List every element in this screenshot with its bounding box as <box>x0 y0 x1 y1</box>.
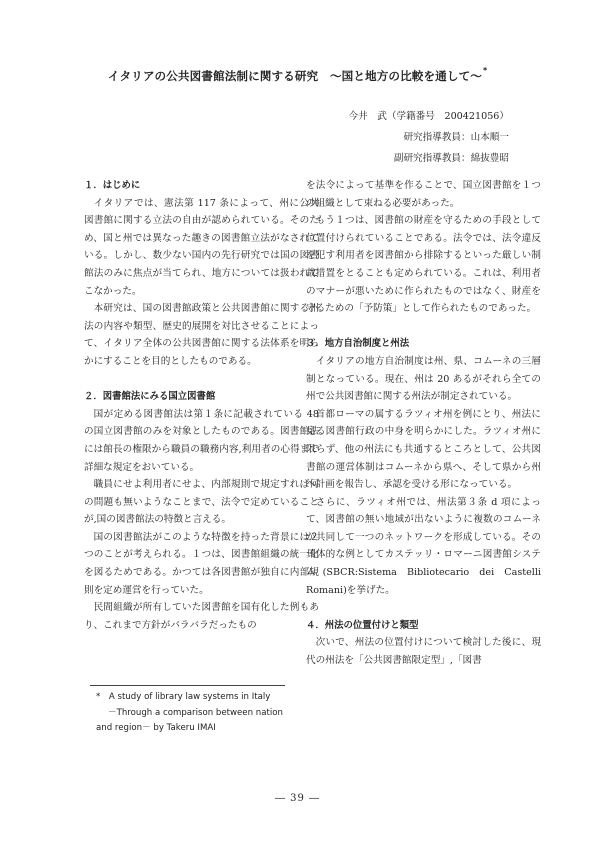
section-2-paragraph-4: 民間組織が所有していた図書館を国有化した例もあり、これまで方針がバラバラだったもの <box>84 602 319 631</box>
footnote <box>96 690 296 737</box>
left-column <box>84 177 319 634</box>
sub-advisor-line: 副研究指導教員：綿抜豊昭 <box>393 153 509 164</box>
section-1-heading: １．はじめに <box>84 180 141 191</box>
section-2-paragraph-1: 国が定める図書館法は第１条に記載されている 48 の国立図書館のみを対象としたものである。図書館法には館長の権限から職員の職務内容,利用者の心得まで詳細な規定をおいている。 <box>84 408 319 473</box>
footnote-line-2: －Through a comparison between nation <box>108 707 283 718</box>
footnote-divider <box>90 685 285 686</box>
section-4-paragraph-1: 次いで、州法の位置付けについて検討した後に、現代の州法を「公共図書館限定型」,「図書 <box>306 637 541 667</box>
page-number: ― 39 ― <box>274 793 321 804</box>
footnote-line-3: and region－ by Takeru IMAI <box>96 723 216 733</box>
section-3-paragraph-3: さらに、ラツィオ州では、州法第３条 d 項によって、図書館の無い地域が出ないように複数のコムーネが共同して一つのネットワークを形成している。その具体的な例としてカステッリ・ロマーニ図書館システム(SBCR:Sistema Bibliotecario dei Castelli Romani)を挙げた。 <box>306 496 541 596</box>
section-3-paragraph-2: 首都ローマの属するラツィオ州を例にとり、州法に見る図書館行政の中身を明らかにした。ラツィオ州に限らず、他の州法にも共通するところとして、公共図書館の運営体制はコムーネから県へ、そして県から州へ計画を報告し、承認を受ける形になっている。 <box>306 408 541 491</box>
section-1-paragraph-2: 本研究は、国の図書館政策と公共図書館に関する州法の内容や類型、歴史的展開を対比させることによって、イタリア全体の公共図書館に関する法体系を明らかにすることを目的としたものである。 <box>84 303 319 367</box>
section-3-heading: ３．地方自治制度と州法 <box>306 338 410 350</box>
section-4-heading: ４．州法の位置付けと類型 <box>306 619 419 631</box>
paper-title <box>0 66 595 84</box>
advisor-line: 研究指導教員：山本順一 <box>403 132 509 143</box>
title-text: イタリアの公共図書館法制に関する研究 ～国と地方の比較を通して～ <box>107 69 482 83</box>
right-column <box>306 177 541 670</box>
author-line: 今井 武（学籍番号 200421056） <box>348 111 509 122</box>
section-2-paragraph-3: 国の図書館法がこのような特徴を持った背景には２つのことが考えられる。１つは、図書館組織の統一化を図るためである。かつては各図書館が独自に内部規則を定め運営を行っていた。 <box>84 531 319 596</box>
section-2-heading: ２．図書館法にみる国立図書館 <box>84 391 216 403</box>
continued-paragraph-2: もう１つは、図書館の財産を守るための手段として位置付けられていることである。法令では、法令違反を犯す利用者を図書館から排除するといった厳しい制裁措置をとることも定められている。これは、利用者のマナーが悪いために作られたものではなく、財産を守るための「予防策」として作られたものであった。 <box>306 215 541 315</box>
section-2-paragraph-2: 職員にせよ利用者にせよ、内部規則で規定すれば何の問題も無いようなことまで、法令で定めていることが,国の図書館法の特徴と言える。 <box>84 479 319 526</box>
section-1-paragraph-1: イタリアでは、憲法第 117 条によって、州に公共図書館に関する立法の自由が認められている。そのため、国と州では異なった趣きの図書館立法がなされている。しかし、数少ない国内の先行研究では国の図書館法のみに焦点が当てられ、地方については扱われてこなかった。 <box>84 197 319 297</box>
section-3-paragraph-1: イタリアの地方自治制度は州、県、コムーネの三層制となっている。現在、州は 20 あるがそれら全ての州で公共図書館に関する州法が制定されている。 <box>306 355 541 403</box>
title-footnote-mark: * <box>482 66 488 75</box>
continued-paragraph-1: を法令によって基準を作ることで、国立図書館を１つの組織として束ねる必要があった。 <box>306 180 541 209</box>
footnote-line-1: * A study of library law systems in Italy <box>96 692 271 702</box>
